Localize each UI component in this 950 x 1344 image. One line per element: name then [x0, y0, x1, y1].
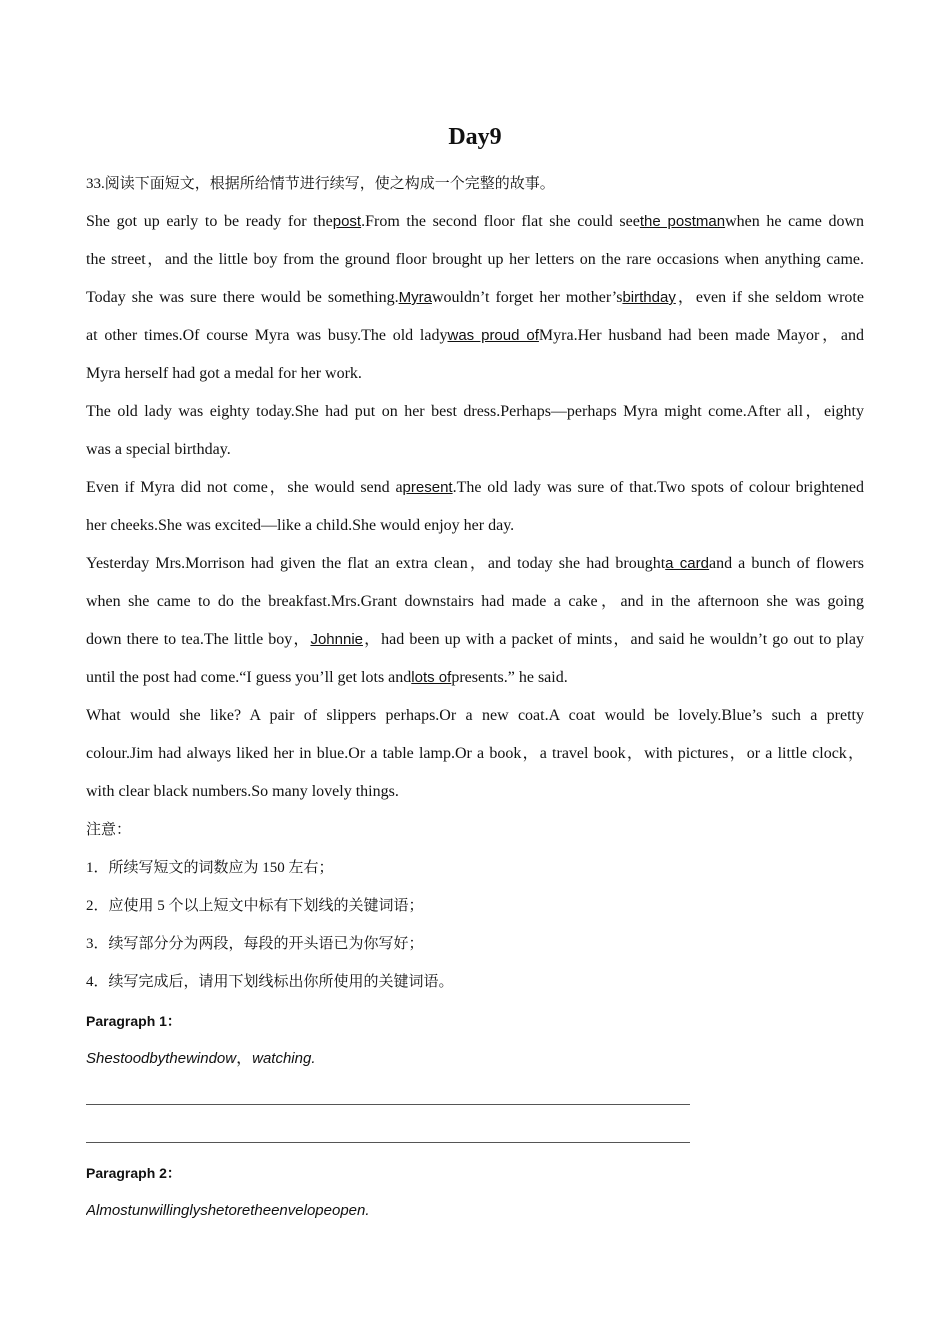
paragraph-1-label: Paragraph 1：: [86, 1013, 181, 1029]
passage-line-2: the street，and the little boy from the ground floor brought up her letters on the rare occasions when anything came.: [86, 251, 864, 268]
passage-line-4: at other times.Of course Myra was busy.The old ladywas proud ofMyra.Her husband had been made Mayor，and: [86, 327, 864, 344]
passage-line-7: was a special birthday.: [86, 441, 231, 458]
note-item: 2．应使用 5 个以上短文中标有下划线的关键词语；: [86, 898, 424, 914]
keyword-johnnie: Johnnie: [310, 631, 363, 648]
note-item: 1．所续写短文的词数应为 150 左右；: [86, 860, 334, 876]
notes-heading: 注意：: [86, 822, 132, 838]
page-title: Day9: [448, 124, 502, 150]
passage-line-3: Today she was sure there would be something.Myrawouldn’t forget her mother’sbirthday，even if she seldom wrote: [86, 289, 864, 306]
passage-line-10: Yesterday Mrs.Morrison had given the flat an extra clean，and today she had broughta cardand a bunch of flowers: [86, 555, 864, 572]
passage-line-5: Myra herself had got a medal for her work.: [86, 365, 362, 382]
passage-line-1: She got up early to be ready for thepost.From the second floor flat she could seethe postmanwhen he came down: [86, 213, 864, 230]
question-instruction: 33.阅读下面短文，根据所给情节进行续写，使之构成一个完整的故事。: [86, 176, 555, 192]
paragraph-2-label: Paragraph 2：: [86, 1165, 181, 1181]
passage-line-6: The old lady was eighty today.She had put on her best dress.Perhaps—perhaps Myra might come.After all，eighty: [86, 403, 864, 420]
passage-line-16: with clear black numbers.So many lovely things.: [86, 783, 399, 800]
passage-line-13: until the post had come.“I guess you’ll get lots andlots ofpresents.” he said.: [86, 669, 568, 686]
writing-line[interactable]: [86, 1142, 690, 1143]
passage-line-12: down there to tea.The little boy，Johnnie，had been up with a packet of mints，and said he wouldn’t go out to play: [86, 631, 864, 648]
keyword-lots-of: lots of: [411, 669, 452, 686]
note-item: 4．续写完成后，请用下划线标出你所使用的关键词语。: [86, 974, 454, 990]
passage-line-9: her cheeks.She was excited—like a child.She would enjoy her day.: [86, 517, 515, 534]
keyword-post: post: [332, 213, 362, 230]
passage-line-8: Even if Myra did not come，she would send apresent.The old lady was sure of that.Two spots of colour brightened: [86, 479, 864, 496]
keyword-birthday: birthday: [622, 289, 676, 306]
keyword-present: present: [402, 479, 453, 496]
keyword-the-postman: the postman: [639, 213, 726, 230]
keyword-was-proud-of: was proud of: [447, 327, 539, 344]
paragraph-2-opener: Almostunwillinglyshetoretheenvelopeopen.: [86, 1202, 370, 1219]
writing-line[interactable]: [86, 1104, 690, 1105]
keyword-a-card: a card: [665, 555, 709, 572]
passage-line-11: when she came to do the breakfast.Mrs.Grant downstairs had made a cake，and in the afternoon she was going: [86, 593, 864, 610]
passage-line-15: colour.Jim had always liked her in blue.Or a table lamp.Or a book，a travel book，with pictures，or a little clock，: [86, 745, 864, 762]
passage-line-14: What would she like? A pair of slippers perhaps.Or a new coat.A coat would be lovely.Blue’s such a pretty: [86, 707, 864, 724]
keyword-myra: Myra: [398, 289, 432, 306]
paragraph-1-opener: Shestoodbythewindow，watching.: [86, 1050, 316, 1067]
note-item: 3．续写部分分为两段，每段的开头语已为你写好；: [86, 936, 424, 952]
